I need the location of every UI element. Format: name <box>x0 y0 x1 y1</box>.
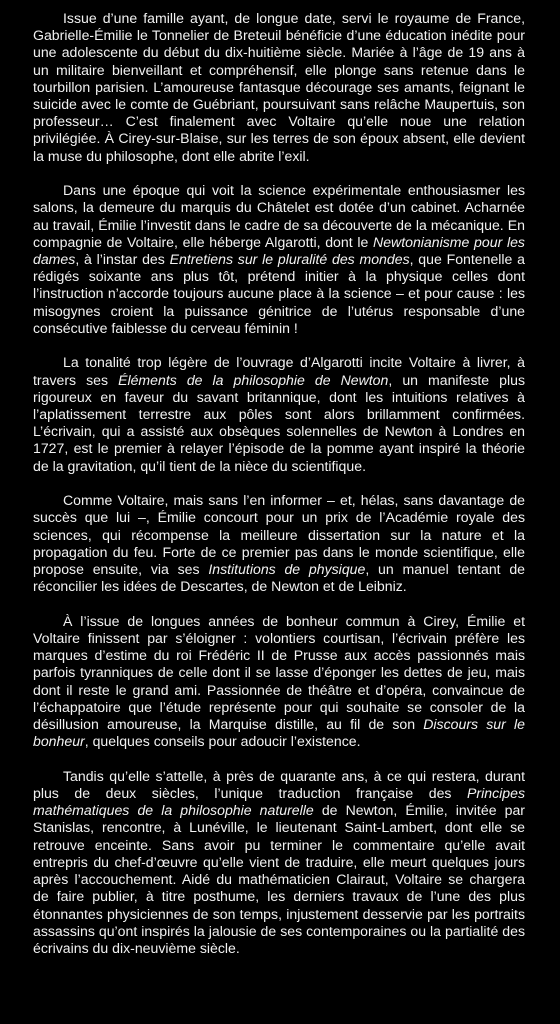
book-title: Newtonianisme pour les dames <box>33 233 525 268</box>
text-run: La tonalité trop légère de l’ouvrage d’Algarotti incite Voltaire à livrer, à travers ses <box>33 354 525 388</box>
paragraph <box>33 613 525 751</box>
text-run: , un manifeste plus rigoureux en faveur du savant britannique, dont les intuitions relatives à l’aplatissement terrestre aux pôles sont alors brillamment confirmées. L’écrivain, qui a assisté aux obsèques solennelles de Newton à Londres en 1727, est le premier à relayer l’épisode de la pomme ayant inspiré la théorie de la gravitation, qu’il tient de la nièce du scientifique. <box>33 371 526 474</box>
text-run: , que Fontenelle a rédigés soixante ans plus tôt, prétend initier à la physique celles dont l’instruction n’accorde toujours aucune place à la science – et pour cause : les misogynes croient la puissance génitrice de l’utérus responsable d’une consécutive faiblesse du cerveau féminin ! <box>33 251 525 336</box>
text-run: À l’issue de longues années de bonheur commun à Cirey, Émilie et Voltaire finissent par s’éloigner : volontiers courtisan, l’écrivain préfère les marques d’estime du roi Frédéric II de Prusse aux accès passionnés mais parfois tyranniques de celle dont il se lasse d’éponger les dettes de jeu, mais dont il reste le grand ami. Passionnée de théâtre et d’opéra, convaincue de l’échappatoire que l’étude représente pour qui souhaite se consoler de la désillusion amoureuse, la Marquise distille, au fil de son <box>33 612 525 733</box>
text-run: Comme Voltaire, mais sans l’en informer – et, hélas, sans davantage de succès que lui –, Émilie concourt pour un prix de l’Académie royale des sciences, qui récompense la meilleure dissertation sur la nature et la propagation du feu. Forte de ce premier pas dans le monde scientifique, elle propose ensuite, via ses <box>33 492 525 578</box>
text-run: Issue d’une famille ayant, de longue date, servi le royaume de France, Gabrielle-Émilie le Tonnelier de Breteuil bénéficie d’une éducation inédite pour une adolescente du début du dix-huitième siècle. Mariée à l’âge de 19 ans à un militaire bienveillant et compréhensif, elle plonge sans retenue dans le tourbillon parisien. L’amoureuse fantasque décourage ses amants, feignant le suicide avec le comte de Guébriant, poursuivant sans relâche Maupertuis, son professeur… C’est finalement avec Voltaire qu’elle noue une relation privilégiée. À Cirey-sur-Blaise, sur les terres de son époux absent, elle devient la muse du philosophe, dont elle abrite l’exil. <box>33 10 525 164</box>
text-run: , à l’instar des <box>75 251 170 268</box>
book-title: Institutions de physique <box>208 561 366 578</box>
paragraph <box>33 10 525 165</box>
paragraph <box>33 354 525 474</box>
book-title: Principes mathématiques de la philosophie naturelle <box>33 785 525 819</box>
text-run: , un manuel tentant de réconcilier les idées de Descartes, de Newton et de Leibniz. <box>33 561 526 595</box>
paragraph <box>33 492 525 595</box>
text-run: Dans une époque qui voit la science expérimentale enthousiasmer les salons, la demeure du marquis du Châtelet est dotée d’un cabinet. Acharnée au travail, Émilie l’investit dans le cadre de sa découverte de la mécanique. En compagnie de Voltaire, elle héberge Algarotti, dont le <box>33 182 525 250</box>
paragraph <box>33 182 525 337</box>
text-run: Tandis qu’elle s’attelle, à près de quarante ans, à ce qui restera, durant plus de deux siècles, l’unique traduction française des <box>33 767 525 802</box>
book-title: Discours sur le bonheur <box>33 716 526 750</box>
text-run: de Newton, Émilie, invitée par Stanislas, rencontre, à Lunéville, le lieutenant Saint-Lambert, dont elle se retrouve enceinte. Sans avoir pu terminer le commentaire qu’elle avait entrepris du chef-d’œuvre qu’elle vient de traduire, elle meurt quelques jours après l’accouchement. Aidé du mathématicien Clairaut, Voltaire se chargera de faire publier, à titre posthume, les derniers travaux de l’une des plus étonnantes physiciennes de son temps, injustement desservie par les portraits assassins qu’ont inspirés la jalousie de ses contemporaines ou la partialité des écrivains du dix-neuvième siècle. <box>33 802 525 956</box>
book-title: Éléments de la philosophie de Newton <box>118 371 389 388</box>
book-title: Entretiens sur le pluralité des mondes <box>169 251 410 268</box>
document-body <box>33 10 525 957</box>
text-run: , quelques conseils pour adoucir l’existence. <box>84 733 361 750</box>
paragraph <box>33 768 525 957</box>
